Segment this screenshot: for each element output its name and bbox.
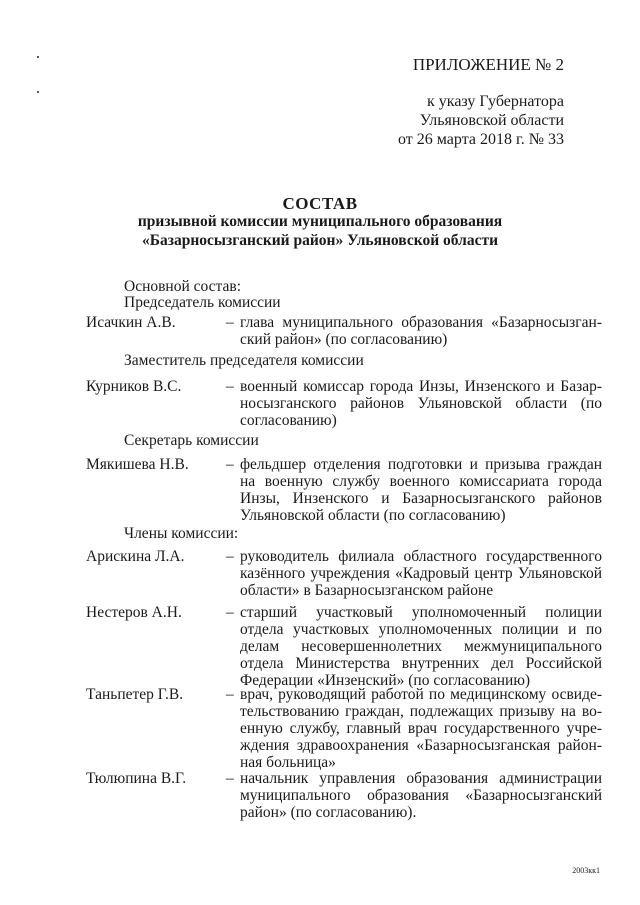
member-dash: –	[226, 378, 234, 395]
member-role: военный комиссар города Инзы, Инзенского и Базар-носызганского районов Ульяновской области (по согласованию)	[240, 378, 602, 429]
member-role: фельдшер отделения подготовки и призыва граждан на военную службу военного комиссариата города Инзы, Инзенского и Базарносызганского районов Ульяновской области (по согласованию)	[240, 456, 602, 524]
section-chairman: Председатель комиссии	[124, 294, 281, 311]
decree-line: к указу Губернатора	[427, 93, 564, 110]
appendix-title: ПРИЛОЖЕНИЕ № 2	[412, 55, 564, 74]
member-role: начальник управления образования администрации муниципального образования «Базарносызганский район» (по согласованию).	[240, 770, 602, 821]
section-secretary: Секретарь комиссии	[124, 432, 259, 449]
member-name: Исачкин А.В.	[86, 314, 176, 331]
document-subtitle	[0, 212, 640, 250]
member-dash: –	[226, 604, 234, 621]
member-dash: –	[226, 770, 234, 787]
member-name: Нестеров А.Н.	[86, 604, 182, 621]
document-title: СОСТАВ	[282, 194, 358, 213]
subtitle-line: призывной комиссии муниципального образования	[137, 213, 503, 230]
member-name: Таньпетер Г.В.	[86, 686, 184, 703]
member-name: Курников В.С.	[86, 378, 182, 395]
decree-line: Ульяновской области	[419, 112, 564, 129]
subtitle-line: «Базарносызганский район» Ульяновской области	[141, 232, 498, 249]
scan-speck	[37, 56, 39, 58]
member-dash: –	[226, 686, 234, 703]
member-name: Мякишева Н.В.	[86, 456, 189, 473]
member-role: руководитель филиала областного государственного казённого учреждения «Кадровый центр Ульяновской области» в Базарносызганском районе	[240, 548, 602, 599]
member-dash: –	[226, 456, 234, 473]
section-main-composition: Основной состав:	[124, 278, 242, 295]
member-dash: –	[226, 314, 234, 331]
member-role: врач, руководящий работой по медицинскому освиде-тельствованию граждан, подлежащих призыву на во-енную службу, главный врач государственного учре-ждения здравоохранения «Базарносызганская район-ная больница»	[240, 686, 602, 771]
section-members: Члены комиссии:	[124, 525, 239, 542]
decree-line: от 26 марта 2018 г. № 33	[398, 131, 564, 148]
decree-reference	[398, 92, 564, 149]
member-name: Тюлюпина В.Г.	[86, 770, 187, 787]
member-role: старший участковый уполномоченный полиции отдела участковых уполномоченных полиции и по делам несовершеннолетних межмуниципального отдела Министерства внутренних дел Российской Федерации «Инзенский» (по согласованию)	[240, 604, 602, 689]
member-name: Арискина Л.А.	[86, 548, 185, 565]
section-deputy: Заместитель председателя комиссии	[124, 352, 364, 369]
footer-code: 2003кк1	[572, 866, 600, 875]
scan-speck	[37, 91, 39, 93]
member-dash: –	[226, 548, 234, 565]
member-role: глава муниципального образования «Базарносызган-ский район» (по согласованию)	[240, 314, 602, 348]
